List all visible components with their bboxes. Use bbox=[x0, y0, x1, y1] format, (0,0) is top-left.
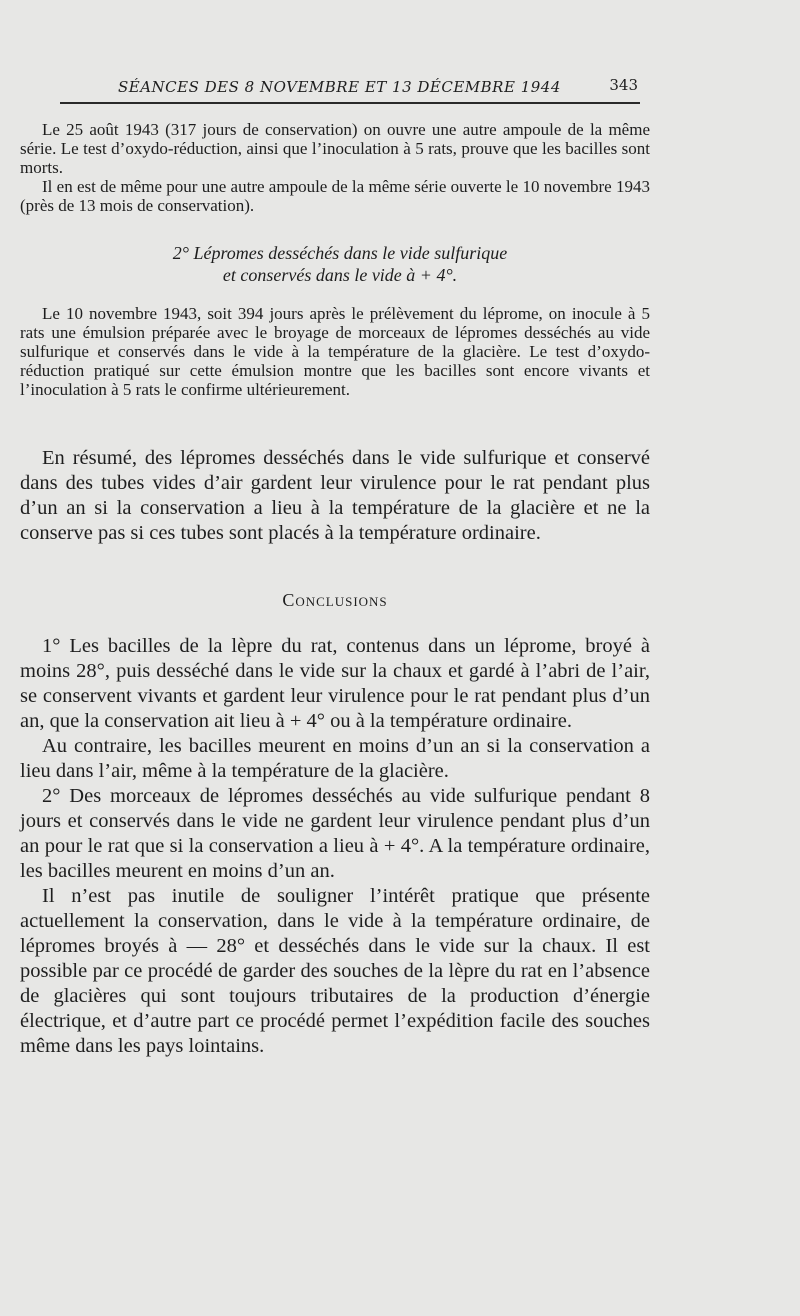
running-title: SÉANCES DES 8 NOVEMBRE ET 13 DÉCEMBRE 1944 bbox=[118, 78, 561, 96]
conclusion-paragraph-1: 1° Les bacilles de la lèpre du rat, contenus dans un léprome, broyé à moins 28°, puis desséché dans le vide sur la chaux et gardé à l’abri de l’air, se conservent vivants et gardent leur virulence pour le rat pendant plus d’un an, que la conservation ait lieu à + 4° ou à la température ordinaire. bbox=[20, 635, 650, 732]
conclusions-heading: Conclusions bbox=[282, 590, 388, 610]
intro-paragraph-1: Le 25 août 1943 (317 jours de conservation) on ouvre une autre ampoule de la même série. Le test d’oxydo-réduction, ainsi que l’inoculation à 5 rats, prouve que les bacilles sont morts. bbox=[20, 120, 650, 177]
conclusion-paragraph-3: 2° Des morceaux de lépromes desséchés au vide sulfurique pendant 8 jours et conservés dans le vide ne gardent leur virulence pendant plus d’un an pour le rat que si la conservation a lieu à + 4°. A la température ordinaire, les bacilles meurent en moins d’un an. bbox=[20, 785, 650, 882]
intro-paragraph-2: Il en est de même pour une autre ampoule de la même série ouverte le 10 novembre 1943 (près de 13 mois de conservation). bbox=[20, 177, 650, 215]
page-number: 343 bbox=[609, 76, 638, 94]
section-heading bbox=[60, 242, 620, 286]
conclusions-block bbox=[20, 634, 650, 1059]
conclusion-paragraph-4: Il n’est pas inutile de souligner l’intérêt pratique que présente actuellement la conservation, dans le vide à la température ordinaire, de lépromes broyés à — 28° et desséchés dans le vide sur la chaux. Il est possible par ce procédé de garder des souches de la lèpre du rat en l’absence de glacières qui sont toujours tributaires de la production d’énergie électrique, et d’autre part ce procédé permet l’expédition facile des souches même dans les pays lointains. bbox=[20, 885, 650, 1057]
page-header bbox=[60, 74, 640, 104]
section-heading-line-1: 2° Lépromes desséchés dans le vide sulfurique bbox=[172, 243, 508, 263]
summary-block bbox=[20, 446, 650, 546]
summary-paragraph: En résumé, des lépromes desséchés dans le vide sulfurique et conservé dans des tubes vides d’air gardent leur virulence pour le rat pendant plus d’un an si la conservation a lieu à la température de la glacière et ne la conserve pas si ces tubes sont placés à la température ordinaire. bbox=[20, 447, 650, 544]
section-heading-line-2: et conservés dans le vide à + 4°. bbox=[222, 265, 458, 285]
intro-block bbox=[20, 120, 650, 215]
section-paragraph: Le 10 novembre 1943, soit 394 jours après le prélèvement du léprome, on inocule à 5 rats une émulsion préparée avec le broyage de morceaux de lépromes desséchés au vide sulfurique et conservés dans le vide à la température de la glacière. Le test d’oxydo-réduction pratiqué sur cette émulsion montre que les bacilles sont encore vivants et l’inoculation à 5 rats le confirme ultérieurement. bbox=[20, 304, 650, 399]
section-block bbox=[20, 304, 650, 399]
conclusion-paragraph-2: Au contraire, les bacilles meurent en moins d’un an si la conservation a lieu dans l’air, même à la température de la glacière. bbox=[20, 735, 650, 782]
